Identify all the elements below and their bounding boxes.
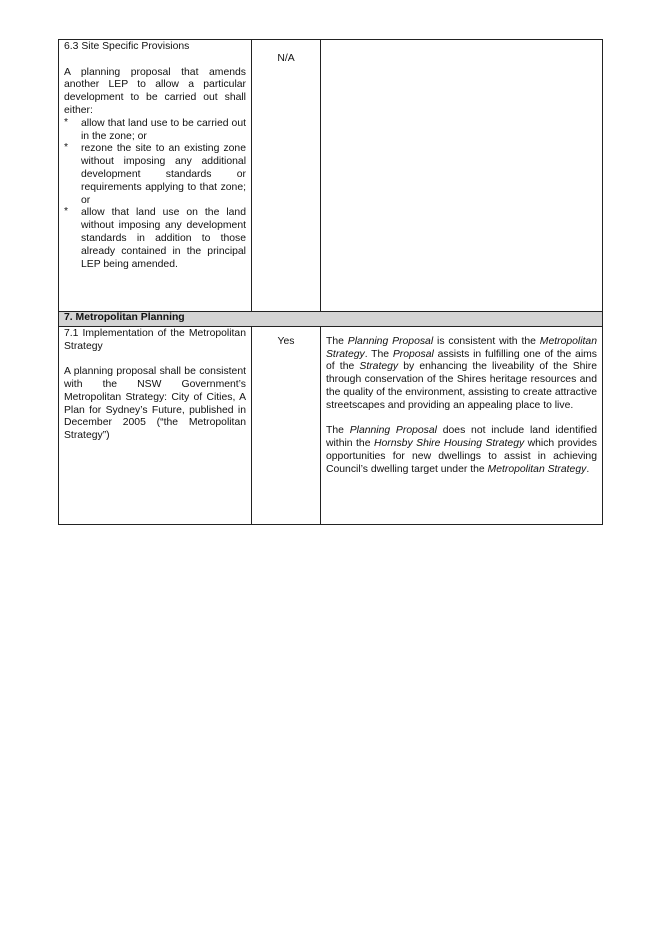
list-item: * allow that land use to be carried out in the zone; or bbox=[64, 116, 246, 142]
provision-heading: 7.1 Implementation of the Metropolitan Strategy bbox=[64, 327, 246, 352]
provision-intro: A planning proposal that amends another LEP to allow a particular development to be carried out shall either: bbox=[64, 66, 246, 116]
status-cell: N/A bbox=[252, 40, 321, 312]
provision-heading: 6.3 Site Specific Provisions bbox=[64, 41, 190, 52]
provision-options bbox=[64, 118, 246, 272]
list-item: * rezone the site to an existing zone without imposing any additional development standards or requirements applying to that zone; or bbox=[64, 142, 246, 206]
section-title: 7. Metropolitan Planning bbox=[59, 312, 603, 327]
status-cell: Yes bbox=[252, 326, 321, 524]
table-row bbox=[59, 326, 603, 524]
bullet-star: * bbox=[64, 206, 69, 218]
bullet-star: * bbox=[64, 116, 69, 128]
section-header-row bbox=[59, 312, 603, 327]
comment-paragraph: The Planning Proposal does not include land identified within the Hornsby Shire Housing Strategy which provides opportunities for new dwellings to assist in achieving Council’s dwelling target under the Metropolitan Strategy. bbox=[326, 425, 598, 475]
consistency-table bbox=[58, 39, 603, 525]
provision-cell bbox=[59, 40, 252, 312]
bullet-star: * bbox=[64, 142, 69, 154]
list-item: * allow that land use on the land without imposing any development standards in addition to those already contained in the principal LEP being amended. bbox=[64, 206, 246, 270]
provision-cell bbox=[59, 326, 252, 524]
comment-paragraph: The Planning Proposal is consistent with the Metropolitan Strategy. The Proposal assists in fulfilling one of the aims of the Strategy by enhancing the liveability of the Shire through conservation of the Shires heritage resources and the quality of the environment, assisting to create attractive streetscapes and providing an appealing place to live. bbox=[326, 335, 598, 411]
comment-cell bbox=[321, 326, 603, 524]
comment-cell bbox=[321, 40, 603, 312]
table-row bbox=[59, 40, 603, 312]
provision-body: A planning proposal shall be consistent with the NSW Government’s Metropolitan Strategy: City of Cities, A Plan for Sydney’s Future, published in December 2005 (“the Metropolitan Strategy”) bbox=[64, 366, 246, 442]
